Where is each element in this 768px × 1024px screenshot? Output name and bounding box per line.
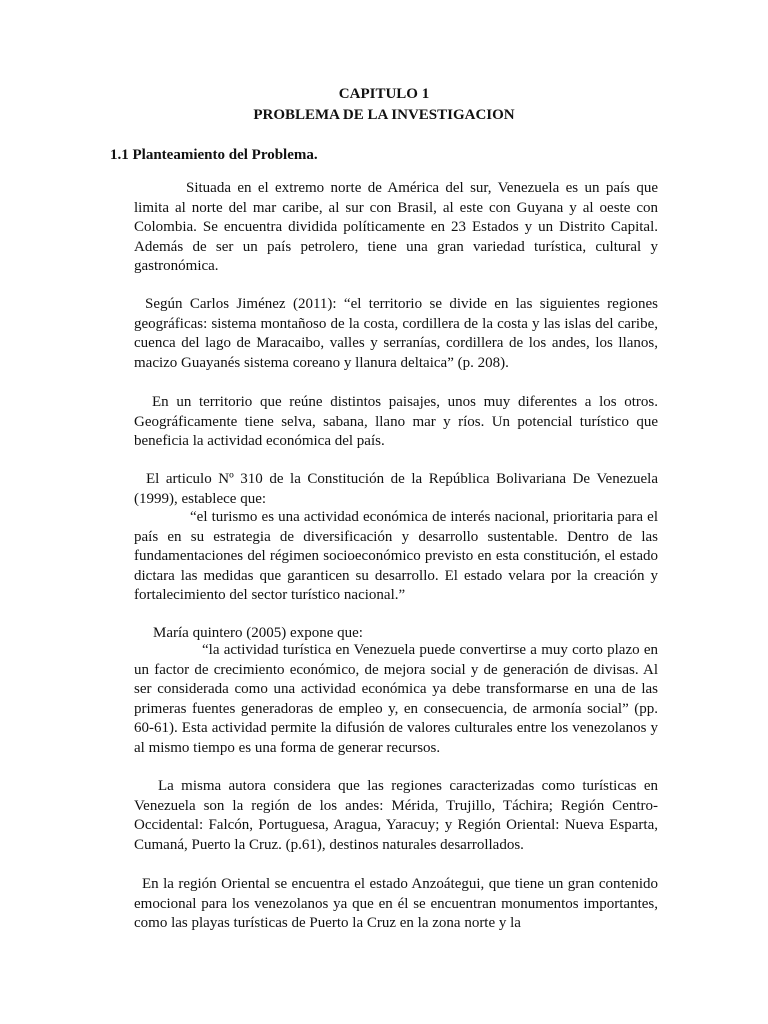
section-heading: 1.1 Planteamiento del Problema. xyxy=(110,147,318,163)
paragraph: Según Carlos Jiménez (2011): “el territorio se divide en las siguientes regiones geográficas: sistema montañoso de la costa, cordillera de la costa y las islas del caribe, cuenca del lago de Maracaibo, valles y serranías, cordillera de los andes, los llanos, macizo Guayanés sistema coreano y llanura deltaica” (p. 208). xyxy=(134,296,658,371)
paragraph: María quintero (2005) expone que: xyxy=(153,625,363,641)
chapter-title: PROBLEMA DE LA INVESTIGACION xyxy=(253,107,515,123)
block-quote: “la actividad turística en Venezuela puede convertirse a muy corto plazo en un factor de crecimiento económico, de mejora social y de generación de divisas. Al ser considerada como una actividad económica ya debe transformarse en una de las primeras fuentes generadoras de empleo y, en consecuencia, de armonía social” (pp. 60-61). Esta actividad permite la difusión de valores culturales entre los venezolanos y al mismo tiempo es una forma de generar recursos. xyxy=(134,642,658,756)
paragraph: En un territorio que reúne distintos paisajes, unos muy diferentes a los otros. Geográficamente tiene selva, sabana, llano mar y ríos. Un potencial turístico que beneficia la actividad económica del país. xyxy=(134,394,658,449)
paragraph: El articulo Nº 310 de la Constitución de la República Bolivariana De Venezuela (1999), establece que: xyxy=(134,471,658,507)
paragraph: Situada en el extremo norte de América del sur, Venezuela es un país que limita al norte del mar caribe, al sur con Brasil, al este con Guyana y al oeste con Colombia. Se encuentra dividida políticamente en 23 Estados y un Distrito Capital. Además de ser un país petrolero, tiene una gran variedad turística, cultural y gastronómica. xyxy=(134,180,658,274)
block-quote: “el turismo es una actividad económica de interés nacional, prioritaria para el país en su estrategia de diversificación y desarrollo sustentable. Dentro de las fundamentaciones del régimen socioeconómico previsto en esta constitución, el estado dictara las medidas que garanticen su desarrollo. El estado velara por la creación y fortalecimiento del sector turístico nacional.” xyxy=(134,509,658,603)
chapter-label: CAPITULO 1 xyxy=(338,86,430,102)
paragraph: En la región Oriental se encuentra el estado Anzoátegui, que tiene un gran contenido emocional para los venezolanos ya que en él se encuentran monumentos importantes, como las playas turísticas de Puerto la Cruz en la zona norte y la xyxy=(134,876,658,931)
paragraph: La misma autora considera que las regiones caracterizadas como turísticas en Venezuela son la región de los andes: Mérida, Trujillo, Táchira; Región Centro-Occidental: Falcón, Portuguesa, Aragua, Yaracuy; y Región Oriental: Nueva Esparta, Cumaná, Puerto la Cruz. (p.61), destinos naturales desarrollados. xyxy=(134,778,658,853)
